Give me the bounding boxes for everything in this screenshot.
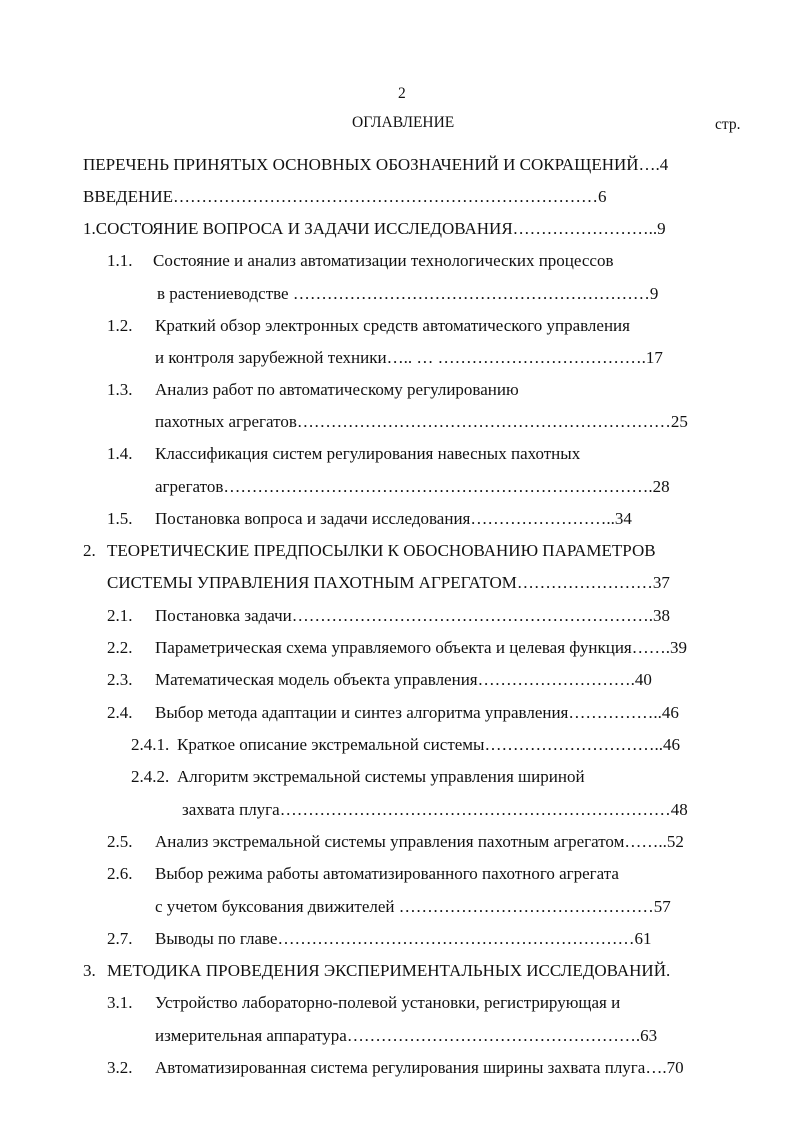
toc-entry-number: 1.2. bbox=[107, 316, 133, 335]
toc-entry-text: Выбор режима работы автоматизированного пахотного агрегата bbox=[155, 864, 619, 883]
toc-entry-text: Выводы по главе………………………………………………………61 bbox=[155, 929, 652, 948]
toc-entry-text: захвата плуга……………………………………………………………48 bbox=[182, 800, 688, 819]
toc-entry-number: 2. bbox=[83, 541, 96, 560]
toc-entry-text: в растениеводстве ………………………………………………………9 bbox=[157, 284, 659, 303]
toc-entry-number: 2.7. bbox=[107, 929, 133, 948]
toc-entry-text: Краткое описание экстремальной системы…………………………..46 bbox=[177, 735, 680, 754]
toc-entry-text: Анализ работ по автоматическому регулированию bbox=[155, 380, 519, 399]
toc-entry-number: 2.4. bbox=[107, 703, 133, 722]
toc-entry-text: ПЕРЕЧЕНЬ ПРИНЯТЫХ ОСНОВНЫХ ОБОЗНАЧЕНИЙ И СОКРАЩЕНИЙ….4 bbox=[83, 155, 669, 174]
toc-entry-text: с учетом буксования движителей ………………………………………57 bbox=[155, 897, 671, 916]
toc-entry[interactable] bbox=[107, 638, 687, 658]
toc-entry[interactable] bbox=[131, 767, 585, 787]
toc-entry-number: 2.6. bbox=[107, 864, 133, 883]
toc-entry-continuation[interactable] bbox=[157, 284, 658, 304]
toc-entry-text: и контроля зарубежной техники….. … ……………………………….17 bbox=[155, 348, 663, 367]
toc-entry-text: Параметрическая схема управляемого объекта и целевая функция…….39 bbox=[155, 638, 687, 657]
toc-entry-text: пахотных агрегатов…………………………………………………………25 bbox=[155, 412, 688, 431]
toc-entry-text: Автоматизированная система регулирования ширины захвата плуга….70 bbox=[155, 1058, 684, 1077]
toc-entry-number: 2.1. bbox=[107, 606, 133, 625]
toc-entry-continuation[interactable] bbox=[155, 412, 688, 432]
toc-entry[interactable] bbox=[83, 961, 671, 981]
toc-entry[interactable] bbox=[107, 993, 621, 1013]
page-number: 2 bbox=[398, 85, 406, 102]
toc-entry[interactable] bbox=[131, 735, 680, 755]
toc-entry-number: 2.4.2. bbox=[131, 767, 170, 786]
toc-entry-number: 2.3. bbox=[107, 670, 133, 689]
toc-entry-number: 1.3. bbox=[107, 380, 133, 399]
toc-entry-number: 2.2. bbox=[107, 638, 133, 657]
toc-entry-text: Краткий обзор электронных средств автоматического управления bbox=[155, 316, 630, 335]
toc-entry[interactable] bbox=[107, 1058, 684, 1078]
toc-entry-continuation[interactable] bbox=[107, 573, 670, 593]
toc-entry[interactable] bbox=[107, 380, 519, 400]
toc-entry-text: Анализ экстремальной системы управления пахотным агрегатом……..52 bbox=[155, 832, 684, 851]
toc-entry-text: ТЕОРЕТИЧЕСКИЕ ПРЕДПОСЫЛКИ К ОБОСНОВАНИЮ ПАРАМЕТРОВ bbox=[107, 541, 656, 560]
toc-entry-number: 2.5. bbox=[107, 832, 133, 851]
toc-entry-continuation[interactable] bbox=[155, 1026, 657, 1046]
toc-entry[interactable] bbox=[107, 864, 619, 884]
toc-entry-text: Состояние и анализ автоматизации технологических процессов bbox=[153, 251, 614, 270]
page-column-label: стр. bbox=[715, 116, 741, 133]
toc-entry-text: измерительная аппаратура…………………………………………….63 bbox=[155, 1026, 658, 1045]
toc-entry-number: 3.1. bbox=[107, 993, 133, 1012]
toc-entry-text: Выбор метода адаптации и синтез алгоритма управления……………..46 bbox=[155, 703, 679, 722]
toc-entry-text: Алгоритм экстремальной системы управления шириной bbox=[177, 767, 585, 786]
toc-entry-number: 1.1. bbox=[107, 251, 133, 270]
toc-entry[interactable] bbox=[107, 670, 652, 690]
toc-entry[interactable] bbox=[83, 219, 666, 239]
toc-entry-text: Постановка вопроса и задачи исследования……………………..34 bbox=[155, 509, 632, 528]
toc-entry-text: 1.СОСТОЯНИЕ ВОПРОСА И ЗАДАЧИ ИССЛЕДОВАНИЯ……………………..9 bbox=[83, 219, 666, 238]
toc-entry-continuation[interactable] bbox=[155, 477, 670, 497]
toc-entry[interactable] bbox=[107, 703, 679, 723]
toc-entry-number: 3. bbox=[83, 961, 96, 980]
toc-entry[interactable] bbox=[107, 509, 632, 529]
toc-entry-number: 1.5. bbox=[107, 509, 133, 528]
toc-entry-number: 2.4.1. bbox=[131, 735, 170, 754]
toc-entry[interactable] bbox=[107, 251, 614, 271]
toc-entry-text: Устройство лабораторно-полевой установки, регистрирующая и bbox=[155, 993, 621, 1012]
page-title: ОГЛАВЛЕНИЕ bbox=[352, 114, 455, 131]
toc-entry[interactable] bbox=[107, 444, 581, 464]
toc-entry[interactable] bbox=[107, 929, 652, 949]
toc-entry-text: Постановка задачи……………………………………………………….38 bbox=[155, 606, 671, 625]
toc-entry-continuation[interactable] bbox=[155, 897, 671, 917]
toc-entry-text: СИСТЕМЫ УПРАВЛЕНИЯ ПАХОТНЫМ АГРЕГАТОМ……………………37 bbox=[107, 573, 670, 592]
toc-entry-text: агрегатов………………………………………………………………….28 bbox=[155, 477, 670, 496]
toc-entry[interactable] bbox=[107, 832, 684, 852]
toc-entry[interactable] bbox=[107, 606, 671, 626]
toc-entry[interactable] bbox=[107, 316, 630, 336]
toc-entry-text: Классификация систем регулирования навесных пахотных bbox=[155, 444, 581, 463]
toc-entry-text: Математическая модель объекта управления……………………….40 bbox=[155, 670, 652, 689]
toc-entry[interactable] bbox=[83, 155, 668, 175]
toc-entry[interactable] bbox=[83, 541, 656, 561]
toc-entry-text: МЕТОДИКА ПРОВЕДЕНИЯ ЭКСПЕРИМЕНТАЛЬНЫХ ИССЛЕДОВАНИЙ. bbox=[107, 961, 671, 980]
toc-entry-continuation[interactable] bbox=[182, 800, 688, 820]
toc-entry-number: 1.4. bbox=[107, 444, 133, 463]
toc-entry-text: ВВЕДЕНИЕ…………………………………………………………………6 bbox=[83, 187, 607, 206]
toc-entry-continuation[interactable] bbox=[155, 348, 663, 368]
toc-entry[interactable] bbox=[83, 187, 606, 207]
toc-entry-number: 3.2. bbox=[107, 1058, 133, 1077]
